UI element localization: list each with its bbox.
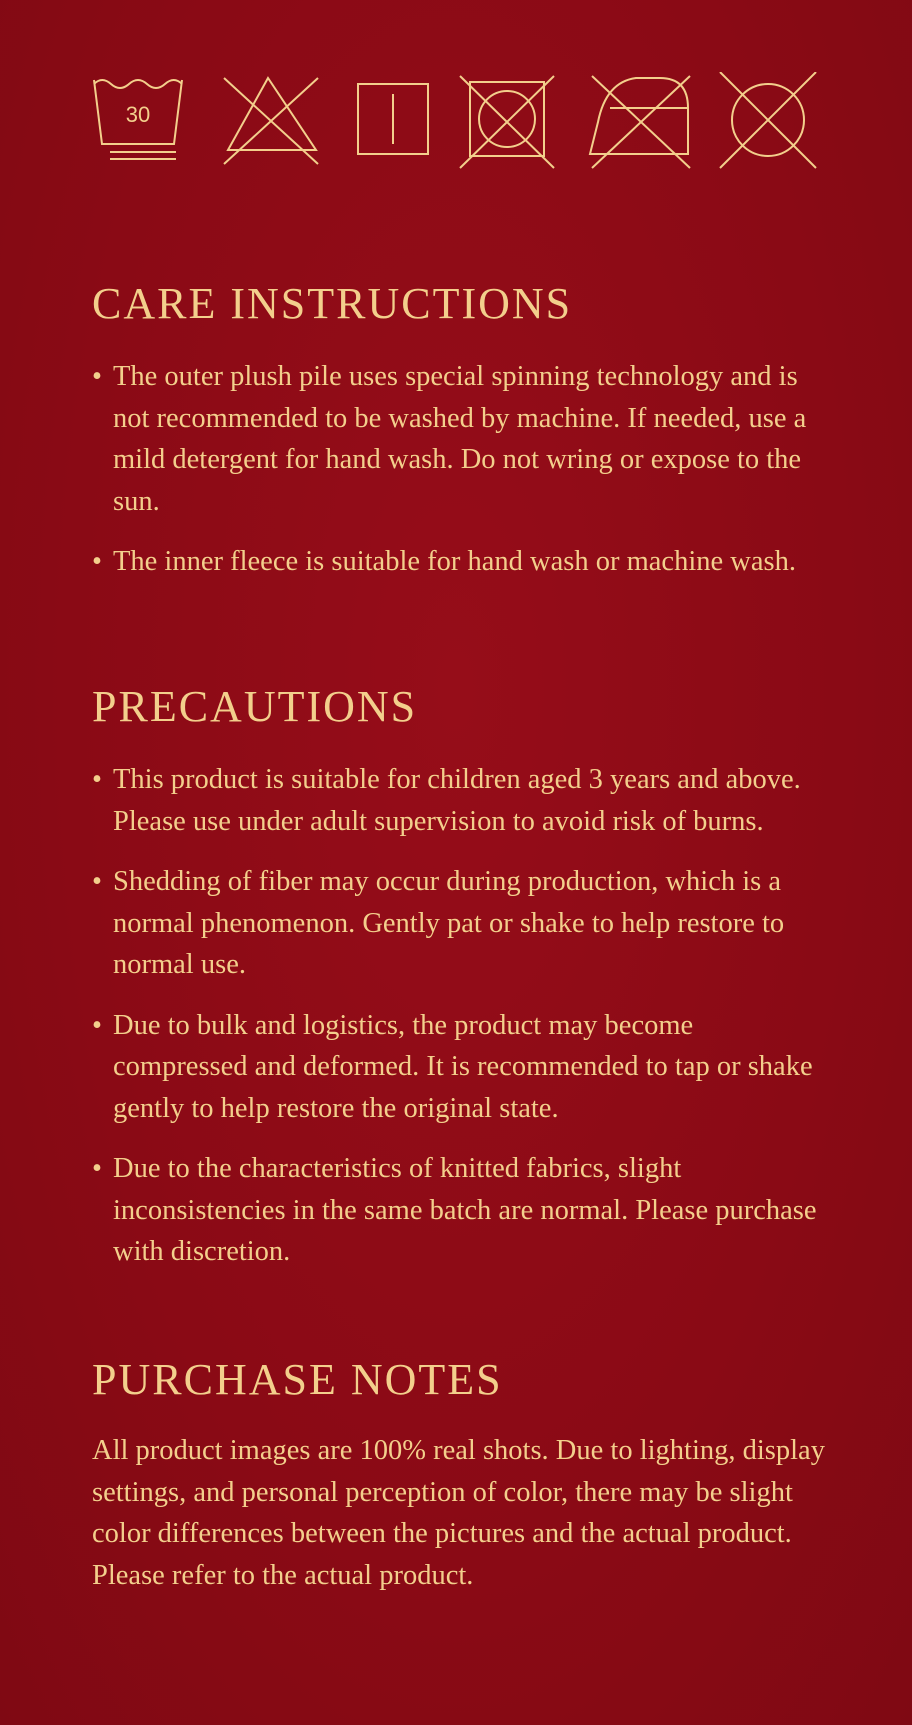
care-instructions-list <box>92 356 832 583</box>
list-item <box>92 861 832 986</box>
precautions-section <box>92 682 832 1292</box>
purchase-notes-heading: PURCHASE NOTES <box>92 1355 503 1404</box>
list-item-text: The outer plush pile uses special spinning technology and is not recommended to be washed by machine. If needed, use a mild detergent for hand wash. Do not wring or expose to the sun. <box>113 361 807 517</box>
list-item <box>92 759 832 842</box>
list-item <box>92 1148 832 1273</box>
list-item <box>92 1005 832 1130</box>
bullet-marker: • <box>92 546 102 577</box>
do-not-iron-icon <box>590 76 690 168</box>
list-item-text: Due to the characteristics of knitted fabrics, slight inconsistencies in the same batch are normal. Please purchase with discretion. <box>113 1153 817 1267</box>
wash-temperature-label: 30 <box>125 102 151 127</box>
do-not-tumble-dry-icon <box>460 76 554 168</box>
list-item-text: Shedding of fiber may occur during production, which is a normal phenomenon. Gently pat or shake to help restore to normal use. <box>113 866 785 980</box>
care-instructions-heading: CARE INSTRUCTIONS <box>92 279 573 328</box>
purchase-notes-text: All product images are 100% real shots. Due to lighting, display settings, and personal perception of color, there may be slight color differences between the pictures and the actual product. Please refer to the actual product. <box>92 1435 825 1591</box>
bullet-marker: • <box>92 1009 102 1041</box>
purchase-notes-section <box>92 1355 832 1596</box>
bullet-marker: • <box>92 1153 102 1184</box>
do-not-bleach-icon <box>224 78 318 164</box>
bullet-marker: • <box>92 866 102 897</box>
bullet-marker: • <box>92 361 102 392</box>
care-symbols-row <box>92 72 822 172</box>
care-instructions-section <box>92 279 832 602</box>
list-item-text: The inner fleece is suitable for hand wash or machine wash. <box>113 546 796 577</box>
care-symbols-svg <box>92 72 822 172</box>
bullet-marker: • <box>92 764 102 795</box>
list-item-text: Due to bulk and logistics, the product may become compressed and deformed. It is recommended to tap or shake gently to help restore the original state. <box>113 1009 813 1124</box>
dry-flat-icon <box>358 84 428 154</box>
list-item <box>92 541 832 583</box>
precautions-list <box>92 759 832 1273</box>
hand-wash-30-icon <box>94 80 182 159</box>
do-not-dry-clean-icon <box>720 72 816 168</box>
list-item <box>92 356 832 522</box>
list-item-text: This product is suitable for children aged 3 years and above. Please use under adult supervision to avoid risk of burns. <box>113 764 801 837</box>
precautions-heading: PRECAUTIONS <box>92 682 418 731</box>
